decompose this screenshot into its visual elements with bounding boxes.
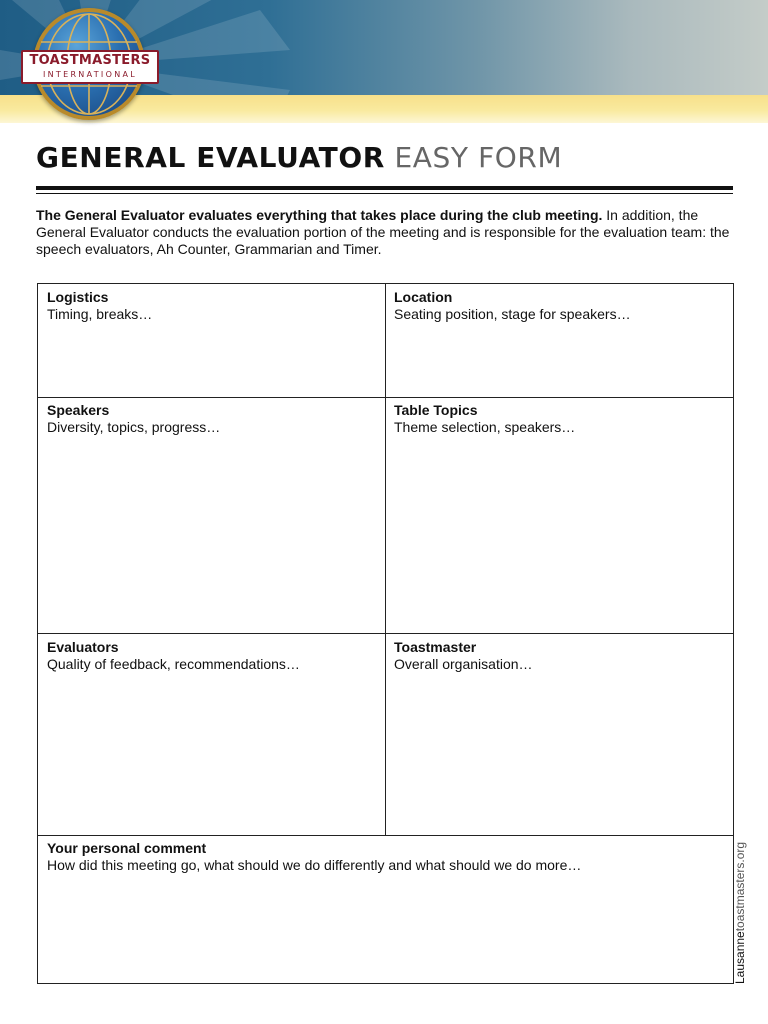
section-title: Your personal comment [47,840,207,856]
evaluation-form-grid [37,283,734,984]
section-speakers[interactable] [47,402,377,628]
section-hint: Diversity, topics, progress… [47,419,221,435]
section-hint: Seating position, stage for speakers… [394,306,631,322]
section-hint: Timing, breaks… [47,306,153,322]
title-light: EASY FORM [394,141,563,174]
section-title: Logistics [47,289,109,305]
toastmasters-logo [17,6,163,124]
section-hint: How did this meeting go, what should we do differently and what should we do more… [47,857,582,873]
section-title: Evaluators [47,639,119,655]
section-logistics[interactable] [47,289,377,393]
section-hint: Overall organisation… [394,656,533,672]
section-evaluators[interactable] [47,639,377,829]
intro-rest: In addition, the General Evaluator conducts the evaluation portion of the meeting and is responsible for the evaluation team: the speech evaluators, Ah Counter, Grammarian and Timer. [36,207,730,257]
logo-brand-line1: TOASTMASTERS [29,53,151,68]
title-rule-thin [36,193,733,194]
section-personal-comment[interactable] [47,840,725,978]
logo-brand-line2: INTERNATIONAL [42,70,138,79]
grid-divider-horizontal [38,397,733,398]
website-url [733,842,747,984]
section-table-topics[interactable] [394,402,724,628]
section-title: Speakers [47,402,110,418]
section-toastmaster[interactable] [394,639,724,829]
section-title: Toastmaster [394,639,477,655]
section-title: Location [394,289,453,305]
section-location[interactable] [394,289,724,393]
website-domain: toastmasters.org [733,841,747,932]
intro-paragraph [36,207,736,258]
page-title [36,140,562,176]
grid-divider-vertical [385,284,386,835]
title-strong: GENERAL EVALUATOR [36,141,385,174]
grid-divider-horizontal [38,633,733,634]
title-rule-thick [36,186,733,190]
intro-bold: The General Evaluator evaluates everything that takes place during the club meeting. [36,207,603,223]
section-hint: Theme selection, speakers… [394,419,576,435]
website-name: Lausanne [733,931,747,984]
section-title: Table Topics [394,402,478,418]
logo-nameplate [21,50,159,84]
grid-divider-horizontal [38,835,733,836]
section-hint: Quality of feedback, recommendations… [47,656,300,672]
